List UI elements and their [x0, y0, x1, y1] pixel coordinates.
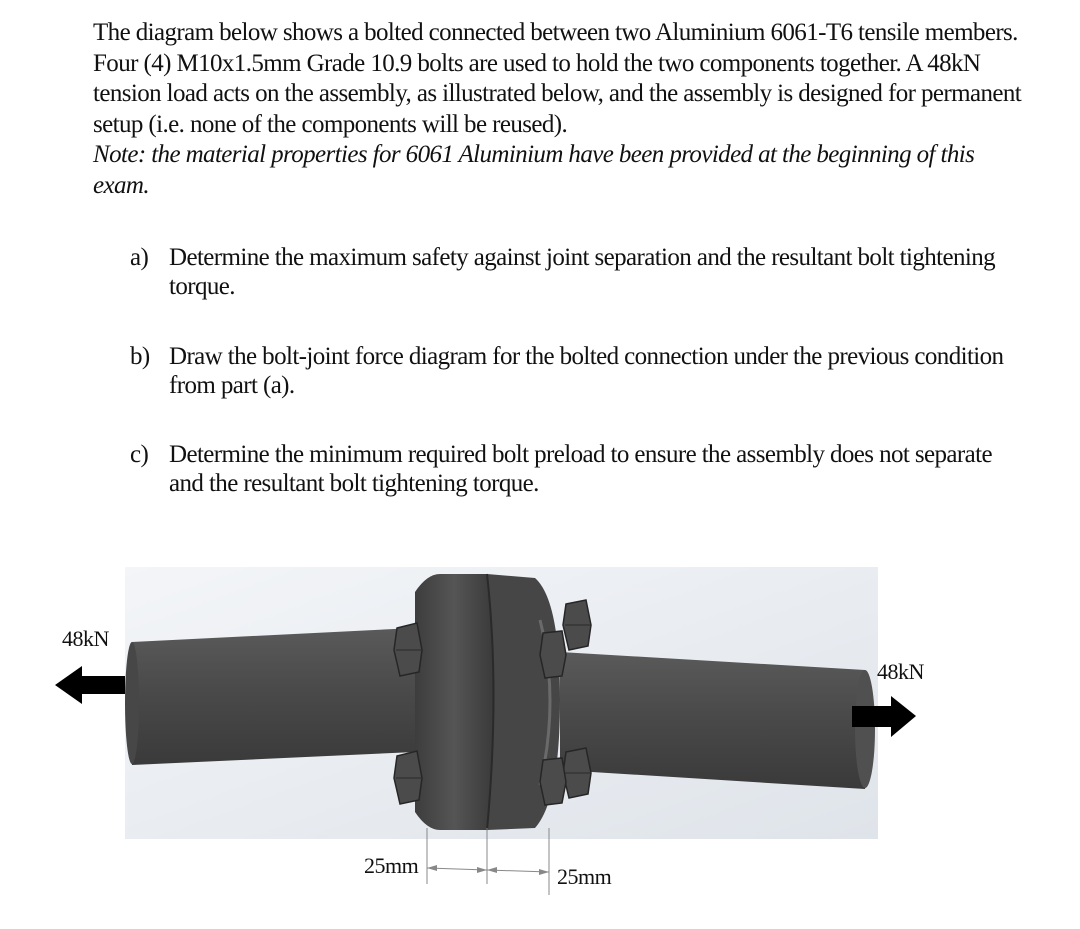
material-note: Note: the material properties for 6061 Aluminium have been provided at the beginning of this exam.: [93, 141, 975, 199]
left-flange: [415, 574, 494, 830]
question-text: Determine the maximum safety against joint separation and the resultant bolt tightening torque.: [169, 244, 996, 300]
left-tension-member: [128, 628, 415, 765]
load-label-left: 48kN: [62, 626, 109, 651]
load-label-right: 48kN: [877, 659, 924, 684]
question-label: c): [130, 441, 149, 468]
question-text: Draw the bolt-joint force diagram for the bolted connection under the previous condition from part (a).: [169, 343, 1004, 399]
dimension-label-left: 25mm: [364, 853, 419, 878]
left-load-arrow-icon: [55, 666, 125, 704]
bolt-nut-icon: [540, 758, 566, 805]
bolt-nut-icon: [540, 631, 566, 678]
question-label: a): [130, 244, 149, 271]
question-text: Determine the minimum required bolt preload to ensure the assembly does not separate and the resultant bolt tightening torque.: [169, 441, 992, 497]
intro-paragraph: The diagram below shows a bolted connected between two Aluminium 6061-T6 tensile members. Four (4) M10x1.5mm Grade 10.9 bolts are used to hold the two components together. A 48kN tension load acts on the assembly, as illustrated below, and the assembly is designed for permanent setup (i.e. none of the components will be reused).: [93, 19, 1022, 138]
dimension-label-right: 25mm: [557, 864, 612, 889]
right-tension-member: [560, 652, 871, 789]
question-label: b): [130, 343, 150, 370]
